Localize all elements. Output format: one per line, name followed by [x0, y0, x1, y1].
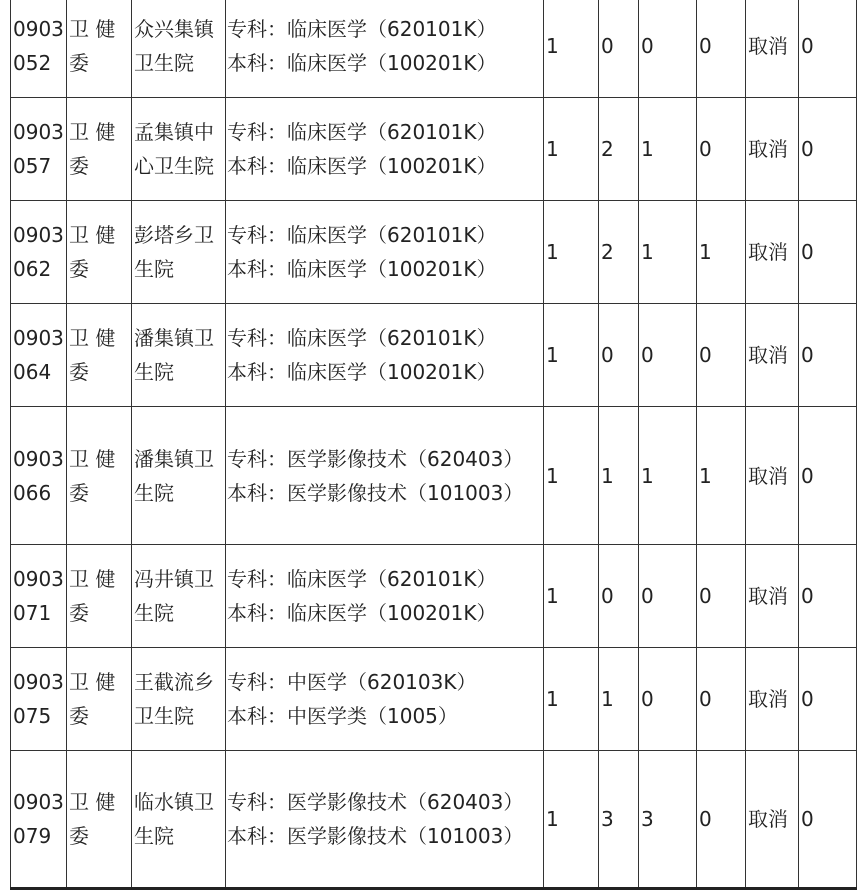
- count-applied: 2: [599, 201, 639, 304]
- count-paid: 0: [697, 0, 746, 98]
- count-final: 0: [799, 201, 857, 304]
- major-bachelor: 本科：临床医学（100201K）: [227, 51, 497, 75]
- count-qualified: 0: [639, 648, 697, 751]
- major-bachelor: 本科：临床医学（100201K）: [227, 360, 497, 384]
- status-text: 取消: [746, 751, 799, 889]
- department: 卫 健委: [67, 648, 132, 751]
- unit-name: 临水镇卫生院: [132, 751, 226, 889]
- major-bachelor: 本科：临床医学（100201K）: [227, 154, 497, 178]
- count-applied: 0: [599, 304, 639, 407]
- count-paid: 0: [697, 648, 746, 751]
- status-text: 取消: [746, 648, 799, 751]
- status-text: 取消: [746, 407, 799, 545]
- major-requirement: [226, 304, 544, 407]
- department: 卫 健委: [67, 407, 132, 545]
- major-bachelor: 本科：中医学类（1005）: [227, 704, 458, 728]
- count-planned: 1: [544, 648, 599, 751]
- major-bachelor: 本科：医学影像技术（101003）: [227, 824, 524, 848]
- count-qualified: 1: [639, 407, 697, 545]
- count-final: 0: [799, 751, 857, 889]
- count-applied: 0: [599, 0, 639, 98]
- status-text: 取消: [746, 98, 799, 201]
- count-final: 0: [799, 0, 857, 98]
- table-row: [11, 751, 857, 889]
- major-junior-college: 专科：临床医学（620101K）: [227, 567, 497, 591]
- count-planned: 1: [544, 98, 599, 201]
- count-final: 0: [799, 304, 857, 407]
- major-junior-college: 专科：临床医学（620101K）: [227, 326, 497, 350]
- major-requirement: [226, 201, 544, 304]
- count-qualified: 3: [639, 751, 697, 889]
- count-qualified: 0: [639, 0, 697, 98]
- major-bachelor: 本科：医学影像技术（101003）: [227, 480, 524, 505]
- count-paid: 0: [697, 751, 746, 889]
- count-paid: 1: [697, 407, 746, 545]
- count-final: 0: [799, 648, 857, 751]
- major-requirement: [226, 545, 544, 648]
- position-code: 0903079: [11, 751, 67, 889]
- major-bachelor: 本科：临床医学（100201K）: [227, 257, 497, 281]
- major-junior-college: 专科：医学影像技术（620403）: [227, 790, 524, 814]
- position-code: 0903064: [11, 304, 67, 407]
- major-junior-college: 专科：临床医学（620101K）: [227, 120, 497, 144]
- department: 卫 健委: [67, 201, 132, 304]
- count-planned: 1: [544, 201, 599, 304]
- position-code: 0903071: [11, 545, 67, 648]
- count-applied: 1: [599, 648, 639, 751]
- unit-name: 彭塔乡卫生院: [132, 201, 226, 304]
- major-junior-college: 专科：临床医学（620101K）: [227, 17, 497, 41]
- status-text: 取消: [746, 545, 799, 648]
- position-code: 0903062: [11, 201, 67, 304]
- unit-name: 潘集镇卫生院: [132, 407, 226, 545]
- position-code: 0903052: [11, 0, 67, 98]
- position-code: 0903066: [11, 407, 67, 545]
- major-requirement: [226, 751, 544, 889]
- position-code: 0903075: [11, 648, 67, 751]
- count-planned: 1: [544, 751, 599, 889]
- department: 卫 健委: [67, 545, 132, 648]
- department: 卫 健委: [67, 751, 132, 889]
- major-junior-college: 专科：医学影像技术（620403）: [227, 446, 524, 471]
- table-row: [11, 0, 857, 98]
- position-code: 0903057: [11, 98, 67, 201]
- count-paid: 0: [697, 545, 746, 648]
- table-row: [11, 201, 857, 304]
- table-row: [11, 407, 857, 545]
- department: 卫 健委: [67, 0, 132, 98]
- count-applied: 1: [599, 407, 639, 545]
- major-requirement: [226, 0, 544, 98]
- status-text: 取消: [746, 0, 799, 98]
- major-bachelor: 本科：临床医学（100201K）: [227, 601, 497, 625]
- count-final: 0: [799, 545, 857, 648]
- major-requirement: [226, 98, 544, 201]
- count-qualified: 1: [639, 98, 697, 201]
- table-row: [11, 98, 857, 201]
- status-text: 取消: [746, 201, 799, 304]
- count-applied: 0: [599, 545, 639, 648]
- count-applied: 2: [599, 98, 639, 201]
- count-paid: 0: [697, 304, 746, 407]
- count-paid: 0: [697, 98, 746, 201]
- department: 卫 健委: [67, 98, 132, 201]
- unit-name: 潘集镇卫生院: [132, 304, 226, 407]
- unit-name: 众兴集镇卫生院: [132, 0, 226, 98]
- department: 卫 健委: [67, 304, 132, 407]
- count-final: 0: [799, 407, 857, 545]
- major-junior-college: 专科：临床医学（620101K）: [227, 223, 497, 247]
- unit-name: 孟集镇中心卫生院: [132, 98, 226, 201]
- major-requirement: [226, 648, 544, 751]
- count-planned: 1: [544, 0, 599, 98]
- count-paid: 1: [697, 201, 746, 304]
- position-table: [10, 0, 857, 890]
- table-row: [11, 545, 857, 648]
- table-row: [11, 648, 857, 751]
- unit-name: 冯井镇卫生院: [132, 545, 226, 648]
- major-requirement: [226, 407, 544, 545]
- status-text: 取消: [746, 304, 799, 407]
- major-junior-college: 专科：中医学（620103K）: [227, 670, 477, 694]
- count-planned: 1: [544, 304, 599, 407]
- count-planned: 1: [544, 545, 599, 648]
- count-qualified: 0: [639, 545, 697, 648]
- count-qualified: 0: [639, 304, 697, 407]
- count-planned: 1: [544, 407, 599, 545]
- count-applied: 3: [599, 751, 639, 889]
- count-qualified: 1: [639, 201, 697, 304]
- unit-name: 王截流乡卫生院: [132, 648, 226, 751]
- count-final: 0: [799, 98, 857, 201]
- table-row: [11, 304, 857, 407]
